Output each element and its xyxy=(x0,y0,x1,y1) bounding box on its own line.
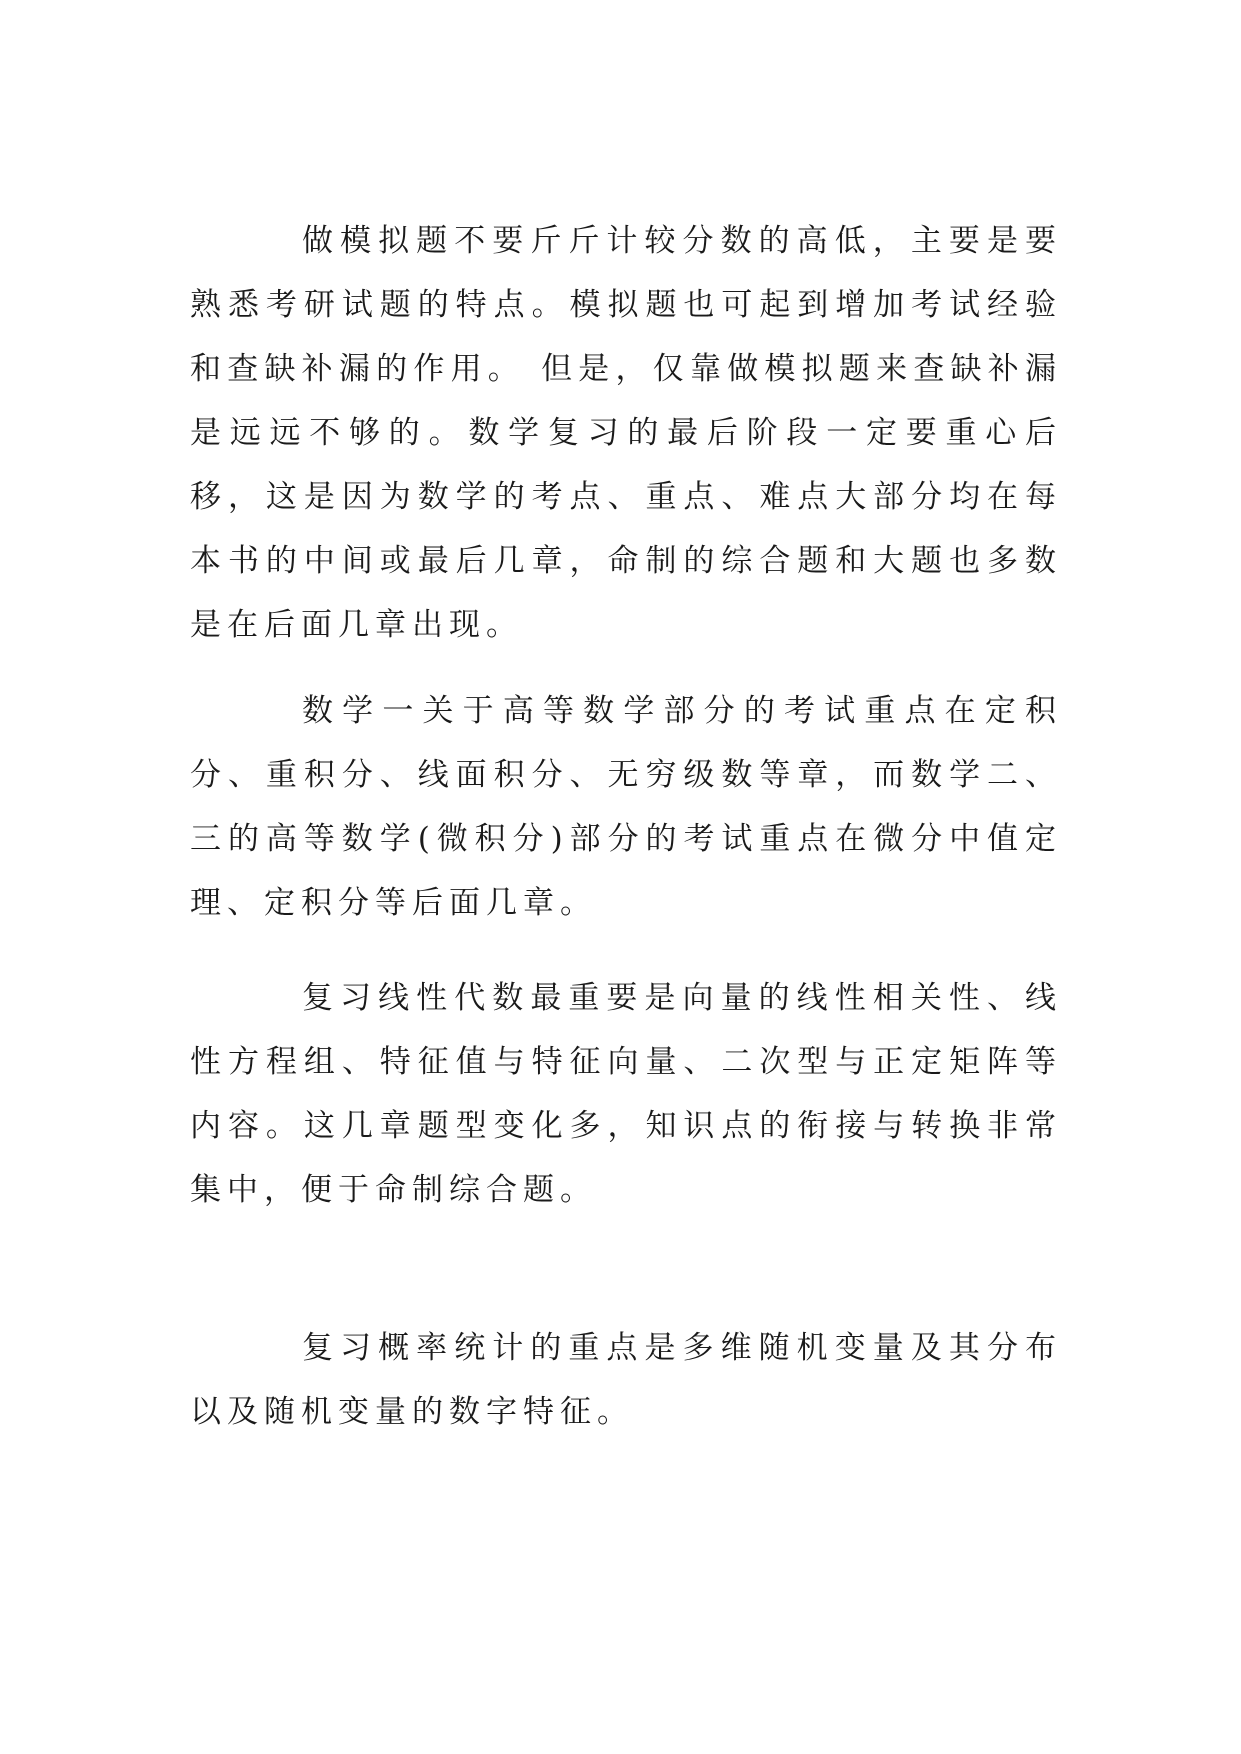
paragraph-probability-focus: 复习概率统计的重点是多维随机变量及其分布以及随机变量的数字特征。 xyxy=(190,1330,1062,1430)
paragraph-mock-exam-advice: 做模拟题不要斤斤计较分数的高低，主要是要熟悉考研试题的特点。模拟题也可起到增加考试经验和查缺补漏的作用。 但是，仅靠做模拟题来查缺补漏是远远不够的。数学复习的最后阶段一定要重心后移，这是因为数学的考点、重点、难点大部分均在每本书的中间或最后几章，命制的综合题和大题也多数是在后面几章出现。 xyxy=(190,223,1062,643)
paragraph-advanced-math-focus: 数学一关于高等数学部分的考试重点在定积分、重积分、线面积分、无穷级数等章，而数学二、三的高等数学(微积分)部分的考试重点在微分中值定理、定积分等后面几章。 xyxy=(190,693,1062,921)
paragraph-linear-algebra-focus: 复习线性代数最重要是向量的线性相关性、线性方程组、特征值与特征向量、二次型与正定矩阵等内容。这几章题型变化多，知识点的衔接与转换非常集中，便于命制综合题。 xyxy=(190,980,1062,1208)
